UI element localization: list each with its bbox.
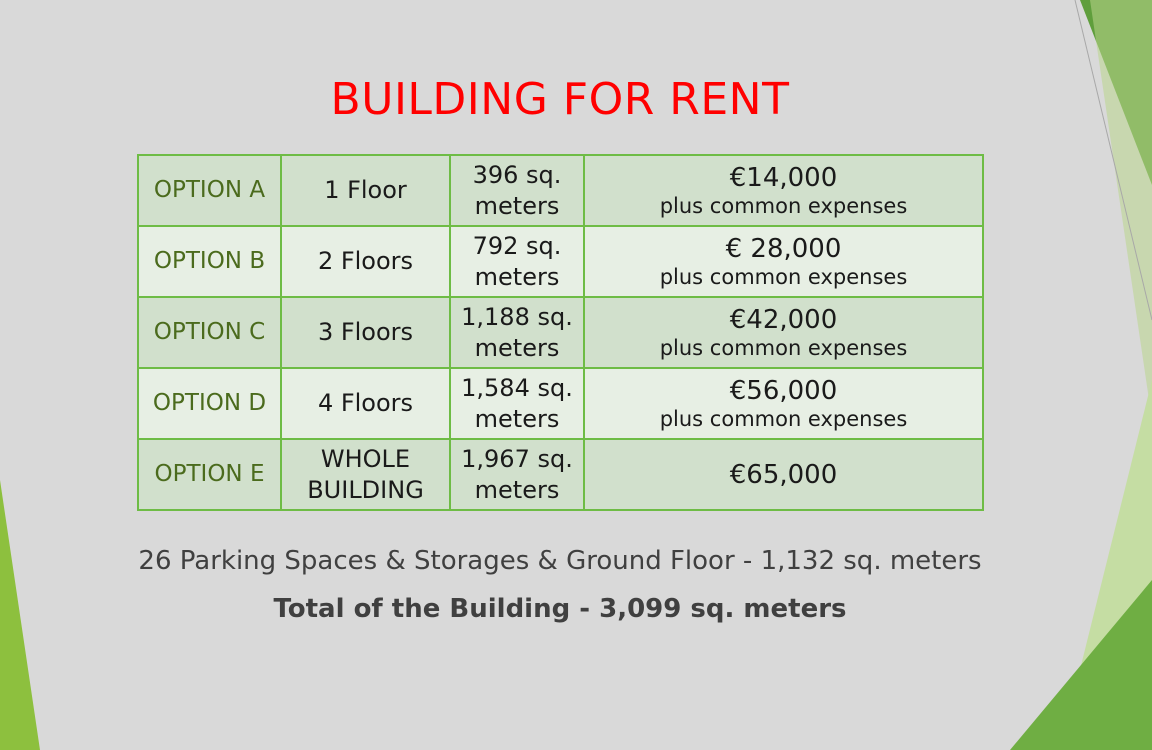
table-row: [138, 226, 983, 297]
price-value: €56,000: [729, 375, 838, 406]
right-light-band: [1090, 0, 1152, 420]
price-value: €65,000: [729, 459, 838, 490]
floors-cell: 1 Floor: [281, 155, 450, 226]
area-cell: 1,584 sq. meters: [450, 368, 584, 439]
option-cell: OPTION A: [138, 155, 281, 226]
page-title: BUILDING FOR RENT: [330, 74, 790, 125]
floors-cell: WHOLE BUILDING: [281, 439, 450, 510]
area-cell: 1,967 sq. meters: [450, 439, 584, 510]
price-cell: [584, 155, 983, 226]
price-value: €14,000: [729, 162, 838, 193]
area-cell: 1,188 sq. meters: [450, 297, 584, 368]
floors-cell: 4 Floors: [281, 368, 450, 439]
option-cell: OPTION B: [138, 226, 281, 297]
price-note: plus common expenses: [659, 335, 908, 360]
total-note: Total of the Building - 3,099 sq. meters: [273, 594, 847, 624]
table-row: [138, 368, 983, 439]
option-cell: OPTION D: [138, 368, 281, 439]
price-cell: [584, 226, 983, 297]
price-value: €42,000: [729, 304, 838, 335]
floors-cell: 3 Floors: [281, 297, 450, 368]
price-cell: [584, 368, 983, 439]
price-note: plus common expenses: [659, 264, 908, 289]
price-cell: [584, 439, 983, 510]
price-note: plus common expenses: [659, 193, 908, 218]
rental-options-table: [137, 154, 984, 511]
price-value: € 28,000: [725, 233, 842, 264]
table-row: [138, 155, 983, 226]
table-row: [138, 439, 983, 510]
area-cell: 792 sq. meters: [450, 226, 584, 297]
price-cell: [584, 297, 983, 368]
table-row: [138, 297, 983, 368]
option-cell: OPTION C: [138, 297, 281, 368]
area-cell: 396 sq. meters: [450, 155, 584, 226]
option-cell: OPTION E: [138, 439, 281, 510]
parking-note: 26 Parking Spaces & Storages & Ground Floor - 1,132 sq. meters: [138, 546, 982, 576]
price-note: plus common expenses: [659, 406, 908, 431]
floors-cell: 2 Floors: [281, 226, 450, 297]
